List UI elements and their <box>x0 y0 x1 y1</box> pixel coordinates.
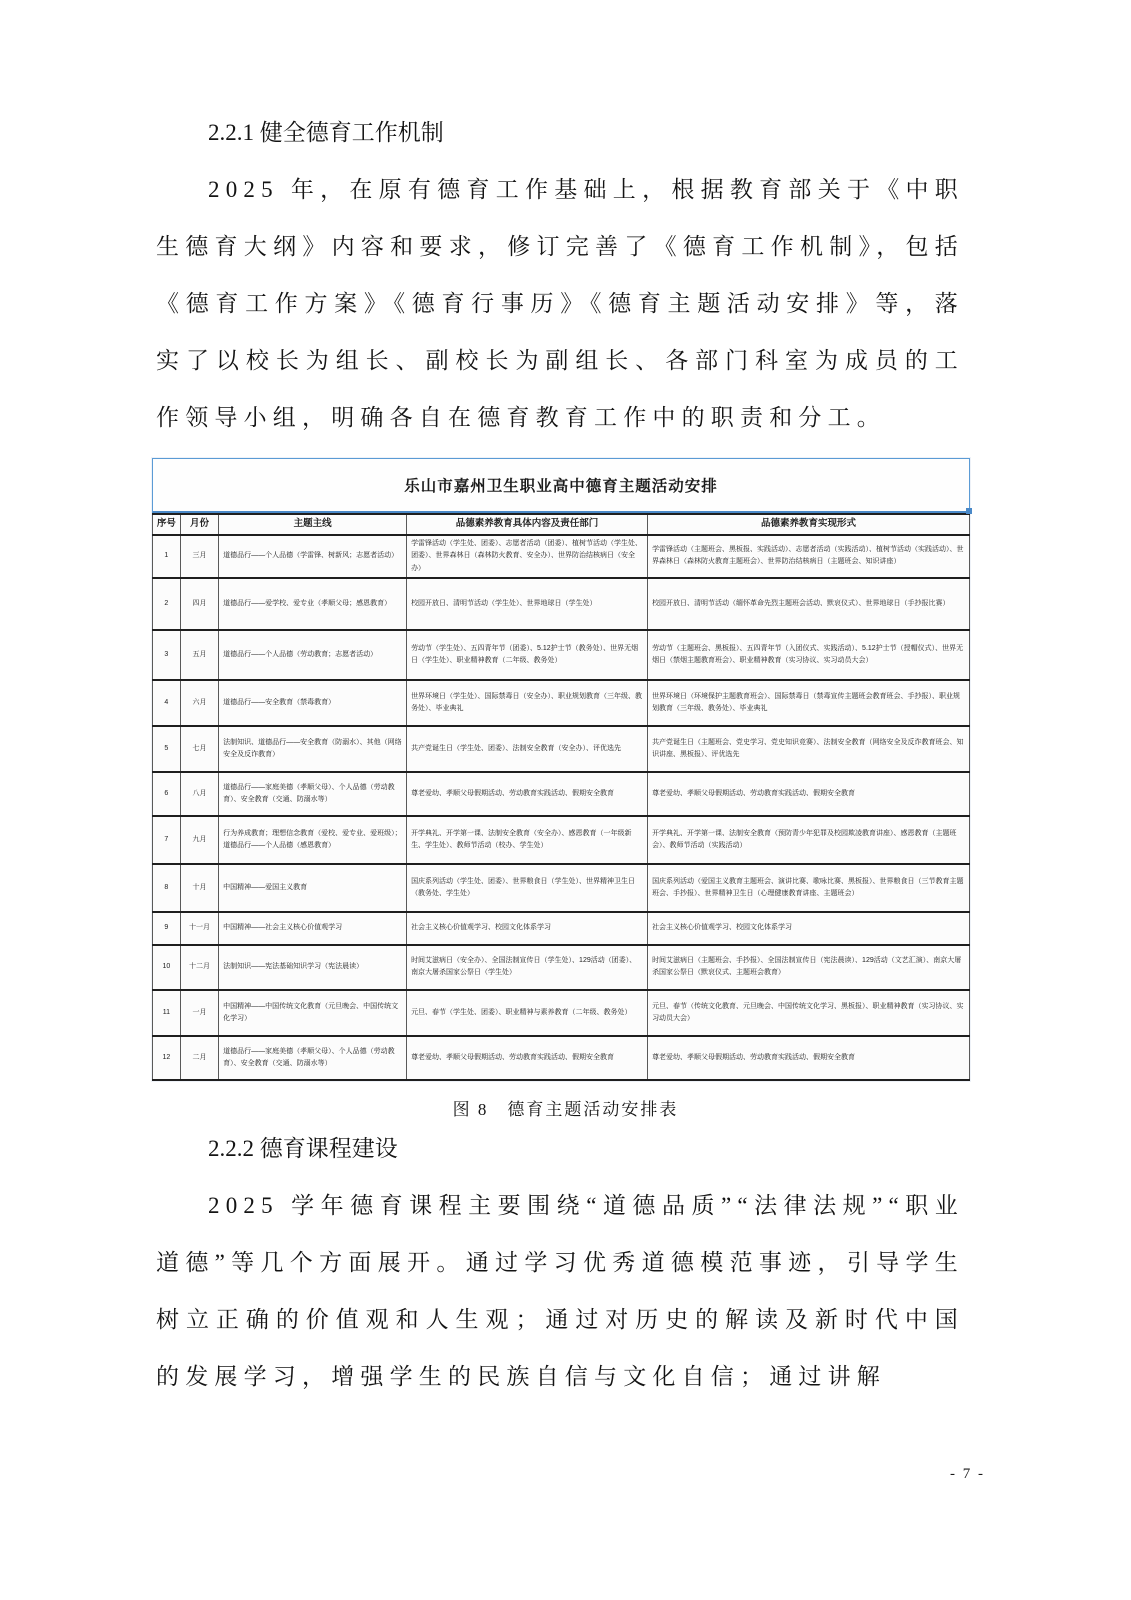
cell-theme: 行为养成教育；理想信念教育（爱校、爱专业、爱班级）；道德品行——个人品德（感恩教育） <box>219 816 407 864</box>
section-222-paragraph: 2025 学年德育课程主要围绕“道德品质”“法律法规”“职业道德”等几个方面展开。通过学习优秀道德模范事迹，引导学生树立正确的价值观和人生观；通过对历史的解读及新时代中国的发展学习，增强学生的民族自信与文化自信；通过讲解 <box>156 1192 964 1389</box>
cell-form: 共产党诞生日（主题班会、党史学习、党史知识竞赛）、法制安全教育（网络安全及反诈教育班会、知识讲座、黑板报）、评优选先 <box>648 726 970 772</box>
table-row <box>153 535 970 578</box>
cell-form: 国庆系列活动（爱国主义教育主题班会、演讲比赛、歌咏比赛、黑板报）、世界粮食日（三节教育主题班会、手抄报）、世界精神卫生日（心理健康教育讲座、主题班会） <box>648 864 970 912</box>
cell-form: 校园开放日、清明节活动（缅怀革命先烈主题班会活动、默哀仪式）、世界地球日（手抄报比赛） <box>648 578 970 630</box>
moral-education-activity-table <box>152 458 970 1081</box>
cell-content: 时间艾滋病日（安全办）、全国法制宣传日（学生处）、129活动（团委）、南京大屠杀国家公祭日（学生处） <box>407 945 648 990</box>
cell-no: 12 <box>153 1036 181 1080</box>
table-row <box>153 816 970 864</box>
cell-theme: 中国精神——社会主义核心价值观学习 <box>219 912 407 945</box>
cell-content: 世界环境日（学生处）、国际禁毒日（安全办）、职业规划教育（三年级、教务处）、毕业典礼 <box>407 680 648 726</box>
cell-form: 尊老爱幼、孝顺父母假期活动、劳动教育实践活动、假期安全教育 <box>648 772 970 816</box>
table-row <box>153 864 970 912</box>
cell-month: 四月 <box>180 578 218 630</box>
cell-month: 二月 <box>180 1036 218 1080</box>
cell-no: 3 <box>153 630 181 680</box>
cell-month: 五月 <box>180 630 218 680</box>
cell-no: 8 <box>153 864 181 912</box>
cell-month: 八月 <box>180 772 218 816</box>
section-221-paragraph: 2025 年，在原有德育工作基础上，根据教育部关于《中职生德育大纲》内容和要求，修订完善了《德育工作机制》，包括《德育工作方案》《德育行事历》《德育主题活动安排》等，落实了以校长为组长、副校长为副组长、各部门科室为成员的工作领导小组，明确各自在德育教育工作中的职责和分工。 <box>156 177 964 430</box>
cell-theme: 道德品行——安全教育（禁毒教育） <box>219 680 407 726</box>
cell-form: 尊老爱幼、孝顺父母假期活动、劳动教育实践活动、假期安全教育 <box>648 1036 970 1080</box>
cell-no: 7 <box>153 816 181 864</box>
cell-month: 七月 <box>180 726 218 772</box>
cell-month: 九月 <box>180 816 218 864</box>
table-row <box>153 912 970 945</box>
cell-content: 社会主义核心价值观学习、校园文化体系学习 <box>407 912 648 945</box>
cell-theme: 道德品行——家庭美德（孝顺父母）、个人品德（劳动教育）、安全教育（交通、防溺水等） <box>219 772 407 816</box>
cell-no: 2 <box>153 578 181 630</box>
cell-form: 时间艾滋病日（主题班会、手抄报）、全国法制宣传日（宪法晨读）、129活动（文艺汇演）、南京大屠杀国家公祭日（默哀仪式、主题班会教育） <box>648 945 970 990</box>
column-header-theme: 主题主线 <box>219 514 407 535</box>
column-header-content: 品德素养教育具体内容及责任部门 <box>407 514 648 535</box>
cell-theme: 道德品行——个人品德（学雷锋、树新风；志愿者活动） <box>219 535 407 578</box>
cell-form: 开学典礼、开学第一课、法制安全教育（预防青少年犯罪及校园欺凌教育讲座）、感恩教育（主题班会）、教师节活动（实践活动） <box>648 816 970 864</box>
table-body <box>153 535 970 1080</box>
document-content <box>0 104 1131 1405</box>
table-row <box>153 578 970 630</box>
column-header-no: 序号 <box>153 514 181 535</box>
cell-form: 劳动节（主题班会、黑板报）、五四青年节（入团仪式、实践活动）、5.12护士节（授帽仪式）、世界无烟日（禁烟主题教育班会）、职业精神教育（实习协议、实习动员大会） <box>648 630 970 680</box>
cell-form: 社会主义核心价值观学习、校园文化体系学习 <box>648 912 970 945</box>
cell-content: 尊老爱幼、孝顺父母假期活动、劳动教育实践活动、假期安全教育 <box>407 1036 648 1080</box>
column-header-form: 品德素养教育实现形式 <box>648 514 970 535</box>
table-row <box>153 1036 970 1080</box>
cell-content: 共产党诞生日（学生处、团委）、法制安全教育（安全办）、评优选先 <box>407 726 648 772</box>
table-row <box>153 772 970 816</box>
column-header-month: 月份 <box>180 514 218 535</box>
cell-theme: 中国精神——爱国主义教育 <box>219 864 407 912</box>
page-number: - 7 - <box>950 1466 985 1482</box>
cell-no: 5 <box>153 726 181 772</box>
cell-no: 1 <box>153 535 181 578</box>
cell-theme: 法制知识、道德品行——安全教育（防溺水）、其他（网络安全及反诈教育） <box>219 726 407 772</box>
selection-handle <box>966 508 972 514</box>
cell-theme: 法制知识——宪法基础知识学习（宪法晨读） <box>219 945 407 990</box>
cell-content: 尊老爱幼、孝顺父母假期活动、劳动教育实践活动、假期安全教育 <box>407 772 648 816</box>
cell-content: 校园开放日、清明节活动（学生处）、世界地球日（学生处） <box>407 578 648 630</box>
table-row <box>153 726 970 772</box>
cell-theme: 道德品行——个人品德（劳动教育；志愿者活动） <box>219 630 407 680</box>
section-heading-222: 2.2.2 德育课程建设 <box>208 1135 398 1161</box>
table-row <box>153 990 970 1036</box>
cell-no: 11 <box>153 990 181 1036</box>
table-row <box>153 630 970 680</box>
cell-theme: 道德品行——家庭美德（孝顺父母）、个人品德（劳动教育）、安全教育（交通、防溺水等） <box>219 1036 407 1080</box>
cell-content: 国庆系列活动（学生处、团委）、世界粮食日（学生处）、世界精神卫生日（教务处、学生处） <box>407 864 648 912</box>
cell-no: 9 <box>153 912 181 945</box>
cell-month: 十月 <box>180 864 218 912</box>
cell-form: 世界环境日（环境保护主题教育班会）、国际禁毒日（禁毒宣传主题班会教育班会、手抄报）、职业规划教育（三年级、教务处）、毕业典礼 <box>648 680 970 726</box>
section-heading-221: 2.2.1 健全德育工作机制 <box>208 120 444 145</box>
table-row <box>153 945 970 990</box>
cell-theme: 中国精神——中国传统文化教育（元旦晚会、中国传统文化学习） <box>219 990 407 1036</box>
cell-month: 一月 <box>180 990 218 1036</box>
table-title: 乐山市嘉州卫生职业高中德育主题活动安排 <box>404 478 718 495</box>
figure-caption: 图 8 德育主题活动安排表 <box>452 1099 679 1119</box>
cell-content: 劳动节（学生处）、五四青年节（团委）、5.12护士节（教务处）、世界无烟日（学生处）、职业精神教育（二年级、教务处） <box>407 630 648 680</box>
cell-month: 十一月 <box>180 912 218 945</box>
cell-no: 6 <box>153 772 181 816</box>
table-row <box>153 680 970 726</box>
cell-no: 10 <box>153 945 181 990</box>
table-header-row <box>153 514 970 535</box>
cell-form: 元旦、春节（传统文化教育、元旦晚会、中国传统文化学习、黑板报）、职业精神教育（实习协议、实习动员大会） <box>648 990 970 1036</box>
cell-no: 4 <box>153 680 181 726</box>
schedule-table <box>152 513 970 1081</box>
cell-month: 三月 <box>180 535 218 578</box>
cell-content: 开学典礼、开学第一课、法制安全教育（安全办）、感恩教育（一年级新生、学生处）、教师节活动（校办、学生处） <box>407 816 648 864</box>
cell-content: 元旦、春节（学生处、团委）、职业精神与素养教育（二年级、教务处） <box>407 990 648 1036</box>
cell-month: 六月 <box>180 680 218 726</box>
table-title-band <box>152 458 970 513</box>
cell-content: 学雷锋活动（学生处、团委）、志愿者活动（团委）、植树节活动（学生处、团委）、世界森林日（森林防火教育、安全办）、世界防治结核病日（安全办） <box>407 535 648 578</box>
cell-month: 十二月 <box>180 945 218 990</box>
cell-theme: 道德品行——爱学校、爱专业（孝顺父母；感恩教育） <box>219 578 407 630</box>
cell-form: 学雷锋活动（主题班会、黑板报、实践活动）、志愿者活动（实践活动）、植树节活动（实践活动）、世界森林日（森林防火教育主题班会）、世界防治结核病日（主题班会、知识讲座） <box>648 535 970 578</box>
